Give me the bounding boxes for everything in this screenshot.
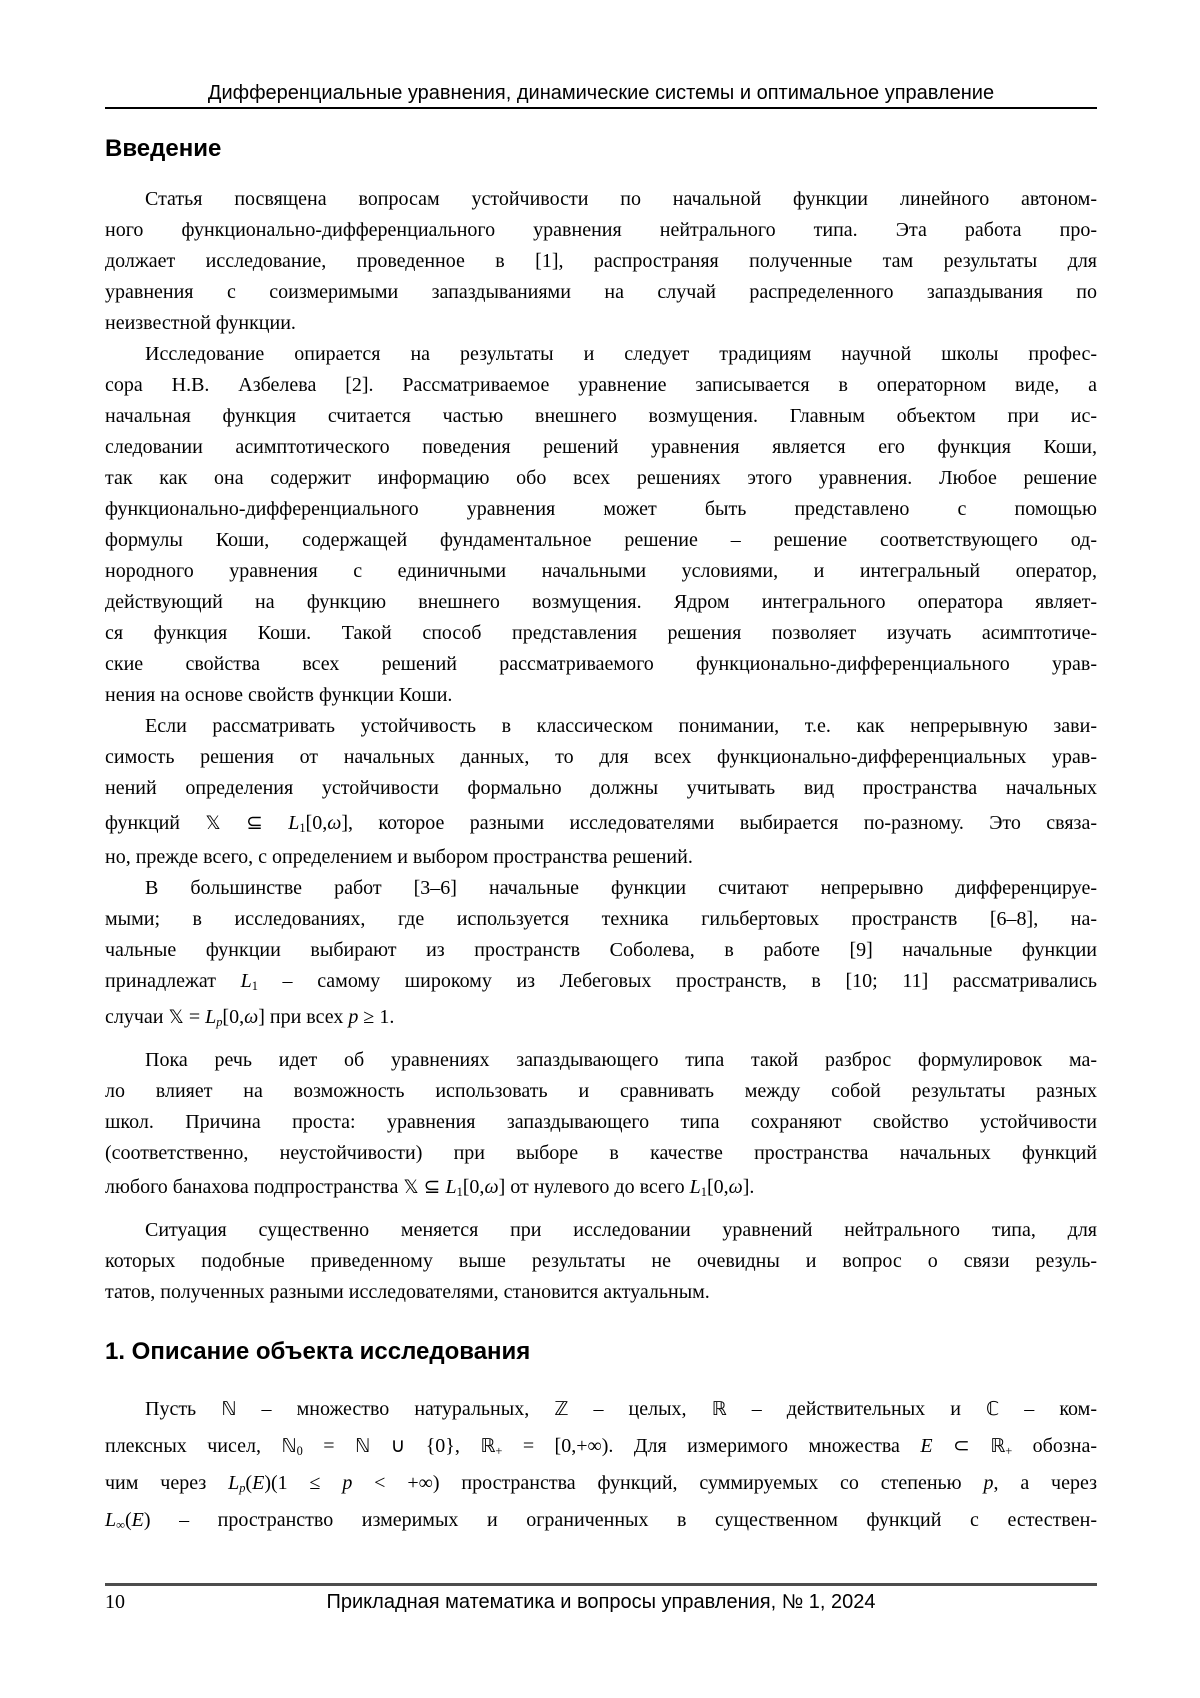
text-line: ло влияет на возможность использовать и сравнивать между собой результаты разных [105, 1080, 1097, 1102]
text-line-formula: плексных чисел, ℕ$_0$ = ℕ ∪ {0}, ℝ$_+$ = [0,+∞). Для измеримого множества E ⊂ ℝ$_+$ обозна- [105, 1435, 1097, 1459]
text-line: ся функция Коши. Такой способ представления решения позволяет изучать асимптотиче- [105, 622, 1097, 644]
text-line: Исследование опирается на результаты и следует традициям научной школы профес- [145, 343, 1097, 365]
paragraph-3 [105, 711, 1097, 873]
text-line: В большинстве работ [3–6] начальные функции считают непрерывно дифференцируе- [145, 877, 1097, 899]
text-line: начальная функция считается частью внешнего возмущения. Главным объектом при ис- [105, 405, 1097, 427]
text-line-formula: функций 𝕏 ⊆ $L_1[0,\omega]$, которое разными исследователями выбирается по-разному. Это связа- [105, 812, 1097, 836]
text-line: ного функционально-дифференциального уравнения нейтрального типа. Эта работа про- [105, 219, 1097, 241]
text-line-formula: чим через $L_p(E)(1 \le p$ < +∞) пространства функций, суммируемых со степенью p, а через [105, 1472, 1098, 1496]
paragraph-5 [105, 1045, 1097, 1205]
page-footer [105, 1583, 1097, 1617]
text-line: действующий на функцию внешнего возмущения. Ядром интегрального оператора являет- [105, 591, 1097, 613]
text-line: но, прежде всего, с определением и выбором пространства решений. [105, 846, 693, 868]
text-line: школ. Причина проста: уравнения запаздывающего типа сохраняют свойство устойчивости [105, 1111, 1097, 1133]
paragraph-1 [105, 184, 1097, 339]
journal-title: Прикладная математика и вопросы управления, № 1, 2024 [326, 1591, 876, 1613]
running-header-title: Дифференциальные уравнения, динамические системы и оптимальное управление [207, 82, 995, 104]
text-column [105, 135, 1097, 1539]
text-line: Если рассматривать устойчивость в классическом понимании, т.е. как непрерывную зави- [145, 715, 1097, 737]
text-line: функционально-дифференциального уравнения может быть представлено с помощью [105, 498, 1097, 520]
heading-introduction: Введение [105, 135, 222, 162]
text-line: неизвестной функции. [105, 312, 296, 334]
paragraph-4 [105, 873, 1097, 1037]
text-line: формулы Коши, содержащей фундаментальное решение – решение соответствующего од- [105, 529, 1097, 551]
paragraph-6 [105, 1215, 1097, 1308]
text-line: симость решения от начальных данных, то для всех функционально-дифференциальных урав- [105, 746, 1097, 768]
text-line-formula: принадлежат $L_1$ – самому широкому из Лебеговых пространств, в [10; 11] рассматривались [105, 970, 1097, 994]
text-line: так как она содержит информацию обо всех решениях этого уравнения. Любое решение [105, 467, 1097, 489]
text-line: ские свойства всех решений рассматриваемого функционально-дифференциального урав- [105, 653, 1097, 675]
text-line-formula: $L_\infty(E)$ – пространство измеримых и ограниченных в существенном функций с естествен- [105, 1509, 1097, 1533]
text-line: нородного уравнения с единичными начальными условиями, и интегральный оператор, [105, 560, 1097, 582]
text-line: нения на основе свойств функции Коши. [105, 684, 453, 706]
text-line: мыми; в исследованиях, где используется техника гильбертовых пространств [6–8], на- [105, 908, 1097, 930]
text-line: которых подобные приведенному выше результаты не очевидны и вопрос о связи резуль- [105, 1250, 1097, 1272]
text-line: сора Н.В. Азбелева [2]. Рассматриваемое уравнение записывается в операторном виде, а [105, 374, 1097, 396]
text-line: Статья посвящена вопросам устойчивости по начальной функции линейного автоном- [145, 188, 1097, 210]
text-line: Пока речь идет об уравнениях запаздывающего типа такой разброс формулировок ма- [145, 1049, 1097, 1071]
text-line: (соответственно, неустойчивости) при выборе в качестве пространства начальных функций [105, 1142, 1097, 1164]
text-line: Ситуация существенно меняется при исследовании уравнений нейтрального типа, для [145, 1219, 1097, 1241]
text-line-formula: любого банахова подпространства 𝕏 ⊆ $L_1[0,\omega]$ от нулевого до всего $L_1[0,\omega]$. [105, 1176, 755, 1200]
page-number: 10 [105, 1591, 125, 1613]
paragraph-7 [105, 1391, 1097, 1539]
heading-section-1: 1. Описание объекта исследования [105, 1338, 531, 1365]
text-line: чальные функции выбирают из пространств Соболева, в работе [9] начальные функции [105, 939, 1097, 961]
text-line: должает исследование, проведенное в [1], распространяя полученные там результаты для [105, 250, 1097, 272]
text-line: следовании асимптотического поведения решений уравнения является его функция Коши, [105, 436, 1097, 458]
text-line: уравнения с соизмеримыми запаздываниями на случай распределенного запаздывания по [105, 281, 1097, 303]
text-line-formula: Пусть ℕ – множество натуральных, ℤ – целых, ℝ – действительных и ℂ – ком- [145, 1398, 1097, 1420]
running-header [105, 82, 1097, 109]
text-line: нений определения устойчивости формально должны учитывать вид пространства начальных [105, 777, 1097, 799]
text-line: татов, полученных разными исследователями, становится актуальным. [105, 1281, 710, 1303]
paragraph-2 [105, 339, 1097, 711]
text-line-formula: случаи 𝕏 = $L_p[0,\omega]$ при всех p ≥ 1. [105, 1006, 395, 1030]
